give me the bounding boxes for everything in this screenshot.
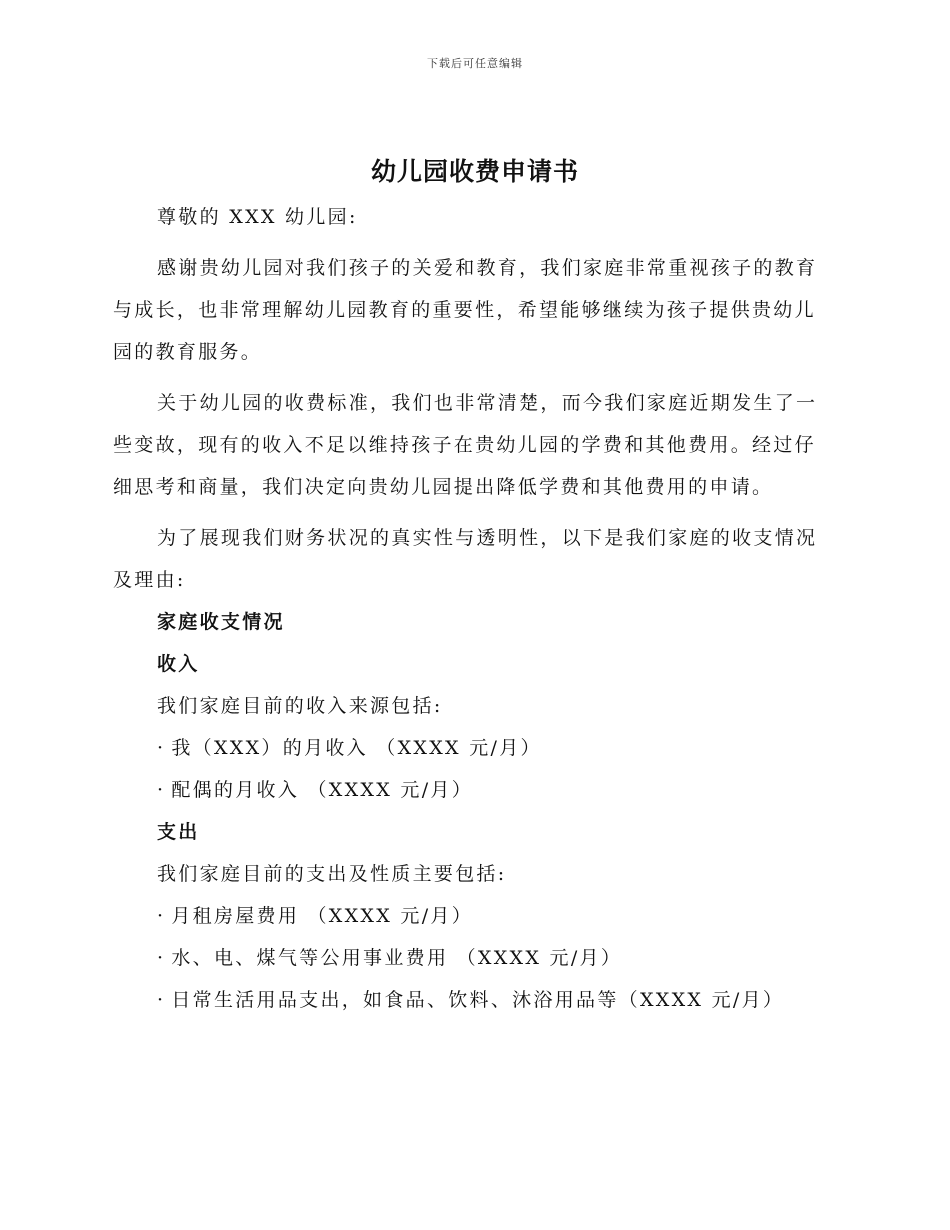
- section-heading: 家庭收支情况: [157, 611, 285, 633]
- expense-heading: 支出: [157, 821, 200, 843]
- list-item-text: 月租房屋费用 （XXXX 元/月）: [171, 905, 474, 927]
- income-intro: 我们家庭目前的收入来源包括:: [157, 695, 443, 717]
- list-item-text: 配偶的月收入 （XXXX 元/月）: [171, 779, 474, 801]
- bullet-icon: ·: [157, 947, 166, 969]
- document-title: 幼儿园收费申请书: [370, 157, 579, 186]
- list-item-income-2: [113, 769, 833, 811]
- income-heading: 收入: [157, 653, 200, 675]
- list-item-text: 我（XXX）的月收入 （XXXX 元/月）: [171, 737, 542, 759]
- bullet-icon: ·: [157, 737, 166, 759]
- list-item-text: 水、电、煤气等公用事业费用 （XXXX 元/月）: [171, 947, 623, 969]
- paragraph-2: 关于幼儿园的收费标准，我们也非常清楚，而今我们家庭近期发生了一些变故，现有的收入不足以维持孩子在贵幼儿园的学费和其他费用。经过仔细思考和商量，我们决定向贵幼儿园提出降低学费和其他费用的申请。: [113, 392, 818, 498]
- bullet-icon: ·: [157, 779, 166, 801]
- list-item-expense-3: [113, 979, 833, 1021]
- header-note: 下载后可任意编辑: [427, 57, 523, 70]
- list-item-income-1: [113, 727, 833, 769]
- list-item-text: 日常生活用品支出，如食品、饮料、沐浴用品等（XXXX 元/月）: [171, 989, 785, 1011]
- bullet-icon: ·: [157, 989, 166, 1011]
- paragraph-1: 感谢贵幼儿园对我们孩子的关爱和教育，我们家庭非常重视孩子的教育与成长，也非常理解幼儿园教育的重要性，希望能够继续为孩子提供贵幼儿园的教育服务。: [113, 257, 818, 363]
- list-item-expense-2: [113, 937, 833, 979]
- document-body: [113, 196, 833, 1021]
- paragraph-3: 为了展现我们财务状况的真实性与透明性，以下是我们家庭的收支情况及理由:: [113, 527, 818, 591]
- bullet-icon: ·: [157, 905, 166, 927]
- expense-intro: 我们家庭目前的支出及性质主要包括:: [157, 863, 507, 885]
- salutation: 尊敬的 XXX 幼儿园:: [157, 206, 358, 228]
- list-item-expense-1: [113, 895, 833, 937]
